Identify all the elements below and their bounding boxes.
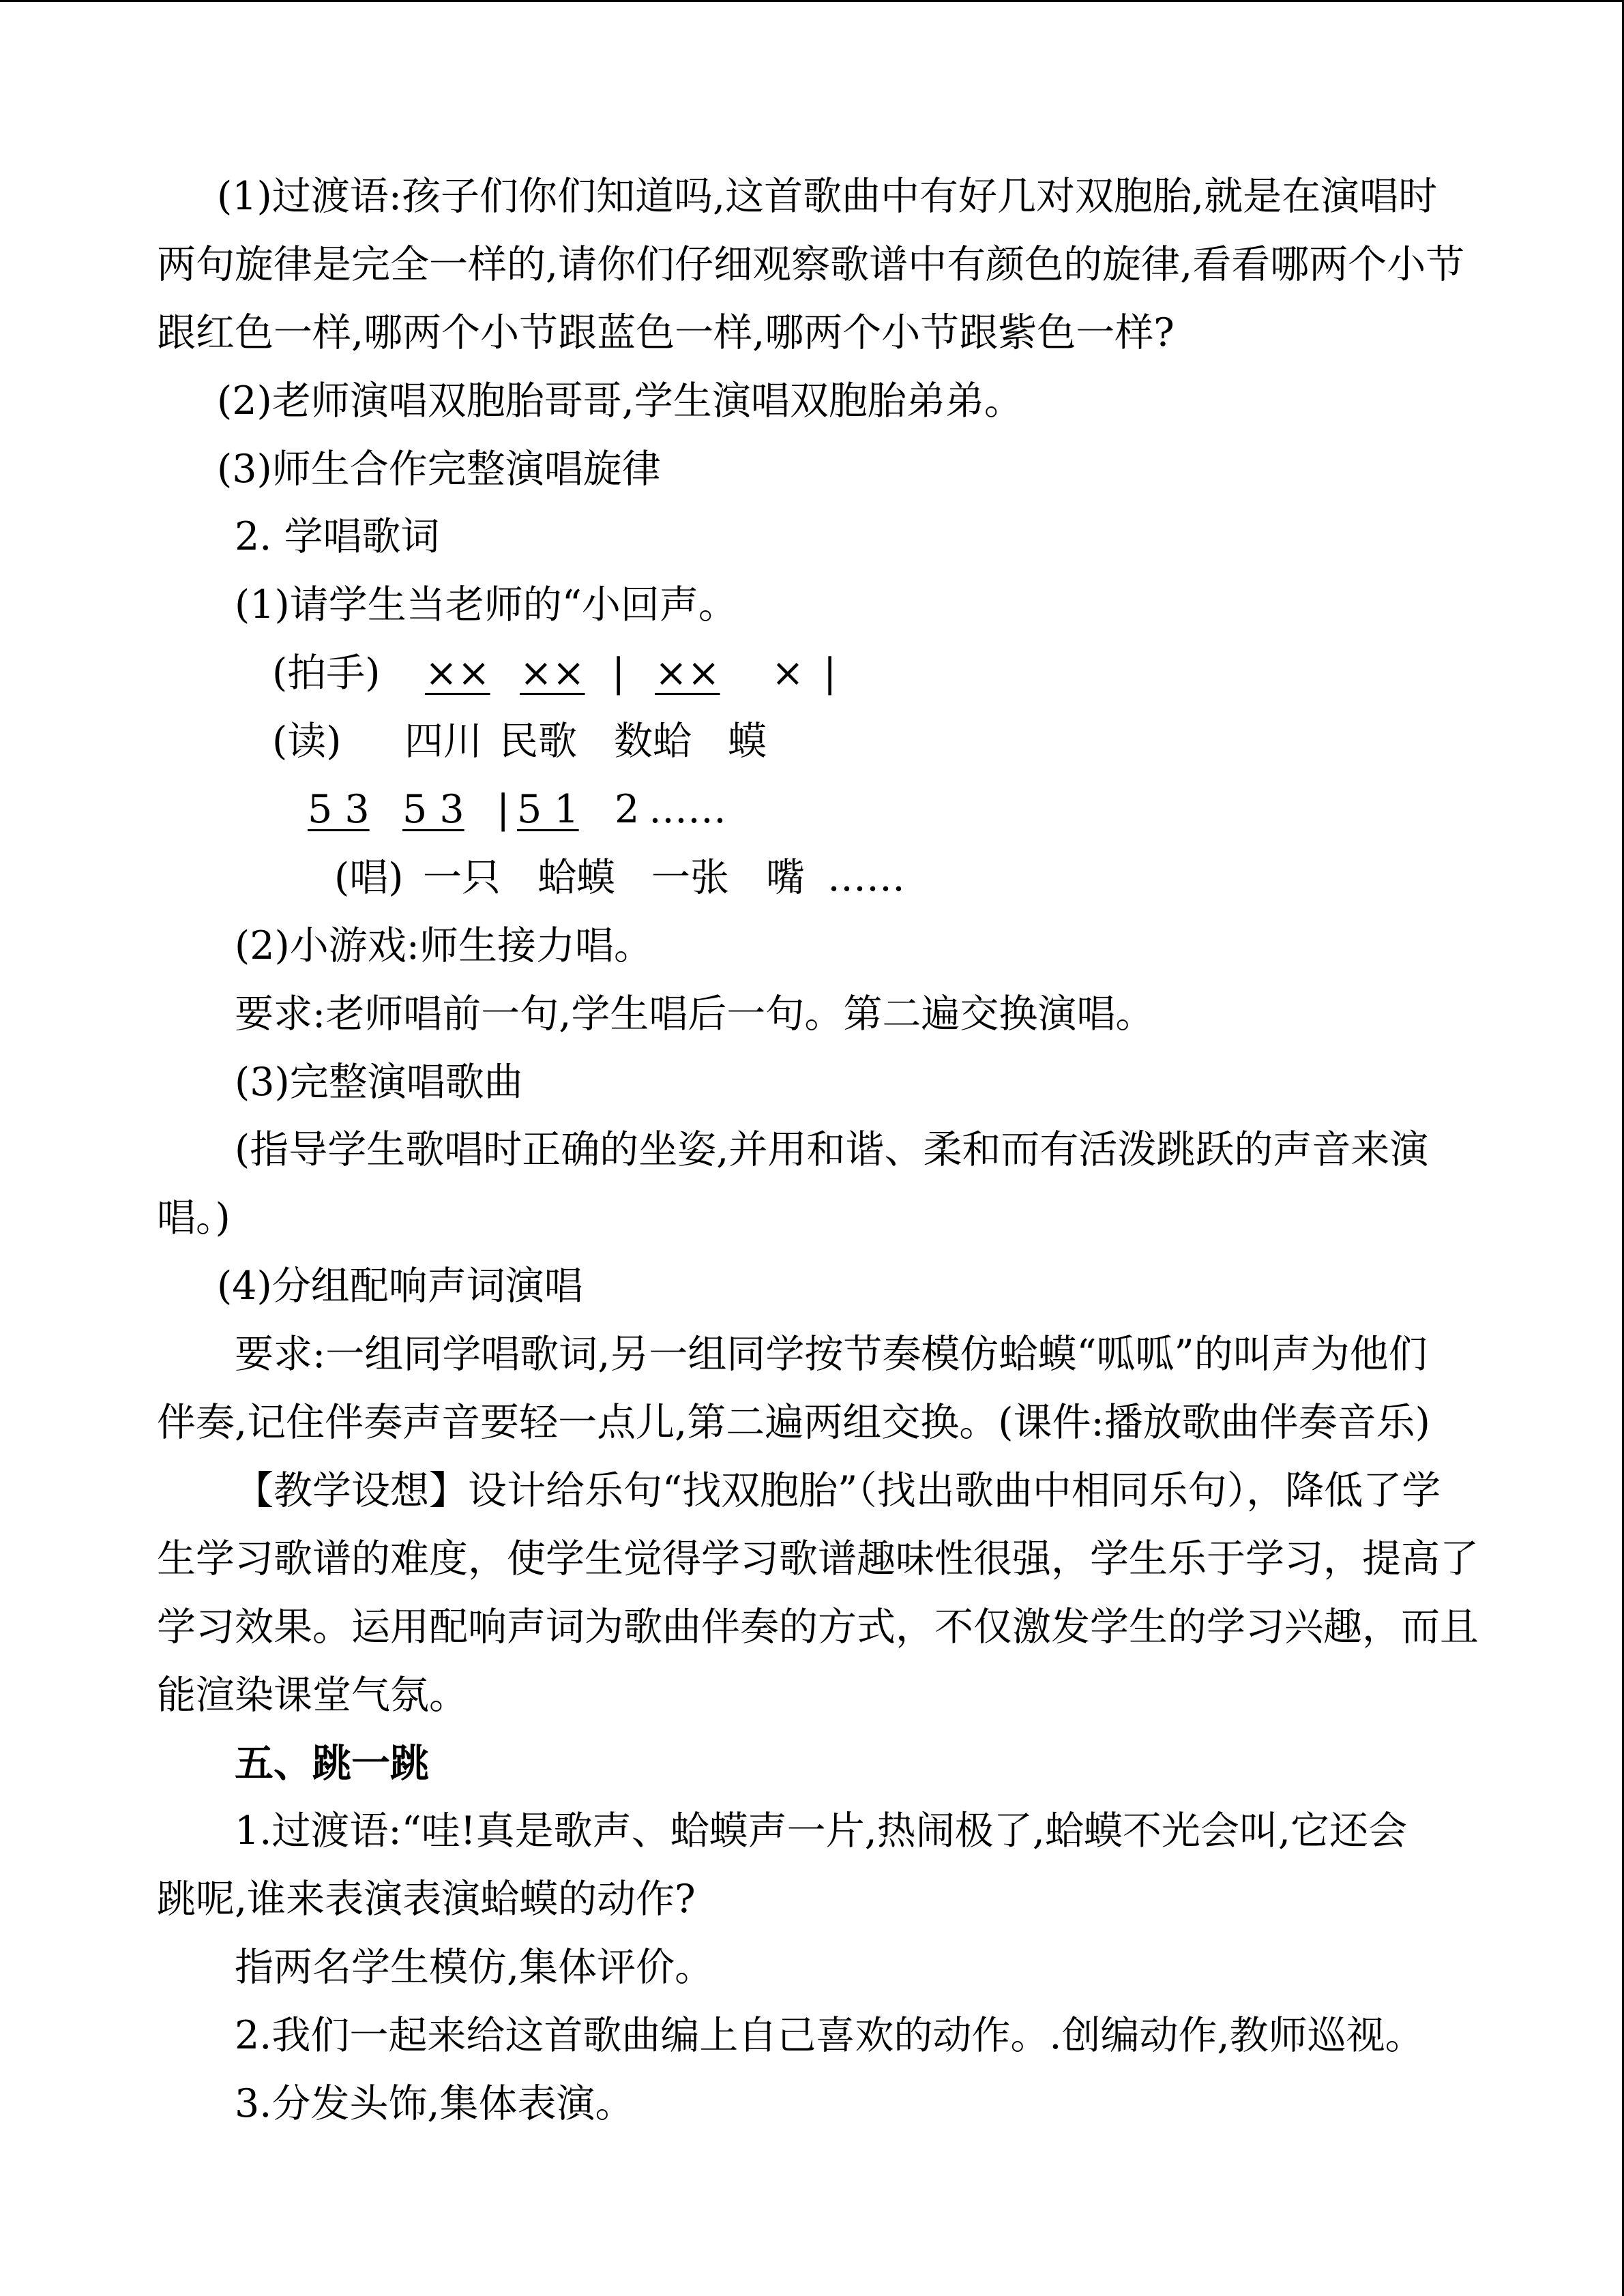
- paragraph-line: (1)过渡语:孩子们你们知道吗,这首歌曲中有好几对双胞胎,就是在演唱时: [217, 174, 1438, 219]
- clap-rhythm-line: [0, 640, 1616, 708]
- read-word: 四川: [404, 719, 482, 764]
- read-word: 蟆: [728, 719, 767, 764]
- numbered-notation-line: [0, 776, 1616, 844]
- rhythm-group: ××: [425, 651, 490, 696]
- note: 2: [615, 787, 640, 833]
- paragraph-line: 2.我们一起来给这首歌曲编上自己喜欢的动作。.创编动作,教师巡视。: [235, 2013, 1424, 2059]
- teaching-idea-line: 【教学设想】设计给乐句“找双胞胎”（找出歌曲中相同乐句），降低了学: [235, 1467, 1441, 1513]
- paragraph-line: (4)分组配响声词演唱: [217, 1264, 583, 1309]
- paragraph-line: (2)老师演唱双胞胎哥哥,学生演唱双胞胎弟弟。: [217, 378, 1023, 423]
- paragraph-line: 要求:一组同学唱歌词,另一组同学按节奏模仿蛤蟆“呱呱”的叫声为他们: [235, 1332, 1428, 1377]
- section-heading: 五、跳一跳: [235, 1740, 429, 1787]
- bar-line: |: [823, 651, 837, 696]
- subheading-line: 2. 学唱歌词: [235, 514, 440, 560]
- rhythm-group: ××: [655, 651, 720, 696]
- paragraph-line: 伴奏,记住伴奏声音要轻一点儿,第二遍两组交换。(课件:播放歌曲伴奏音乐): [157, 1400, 1430, 1446]
- paragraph-line: 跟红色一样,哪两个小节跟蓝色一样,哪两个小节跟紫色一样?: [157, 310, 1175, 355]
- paragraph-line: 跳呢,谁来表演表演蛤蟆的动作?: [157, 1877, 696, 1922]
- paragraph-line: (指导学生歌唱时正确的坐姿,并用和谐、柔和而有活泼跳跃的声音来演: [235, 1127, 1429, 1173]
- lyric-word: 一只: [423, 854, 501, 900]
- read-word: 民歌: [499, 719, 577, 764]
- paragraph-line: 1.过渡语:“哇!真是歌声、蛤蟆声一片,热闹极了,蛤蟆不光会叫,它还会: [235, 1808, 1407, 1854]
- paragraph-line: 3.分发头饰,集体表演。: [235, 2081, 634, 2126]
- document-body: [0, 163, 1616, 2138]
- paragraph-line: (2)小游戏:师生接力唱。: [235, 923, 653, 968]
- paragraph-line: (3)完整演唱歌曲: [235, 1059, 523, 1105]
- rhythm-note: ×: [771, 651, 804, 696]
- paragraph-line: 唱。): [157, 1195, 231, 1241]
- rhythm-group: ××: [520, 651, 585, 696]
- lyric-word: 一张: [651, 854, 729, 900]
- note-group: 5 3: [402, 787, 464, 833]
- ellipsis: ……: [827, 854, 905, 900]
- paragraph-line: (3)师生合作完整演唱旋律: [217, 446, 661, 492]
- note-group: 5 3: [308, 787, 370, 833]
- lyric-word: 嘴: [766, 854, 805, 900]
- paragraph-line: (1)请学生当老师的“小回声。: [235, 582, 737, 628]
- clap-label: (拍手): [272, 651, 381, 696]
- bar-line: |: [612, 651, 625, 696]
- sing-lyrics-line: [0, 844, 1616, 912]
- paragraph-line: 指两名学生模仿,集体评价。: [235, 1945, 714, 1991]
- sing-label: (唱): [334, 854, 404, 900]
- note-group: 5 1: [517, 787, 579, 833]
- paragraph-line: 两句旋律是完全一样的,请你们仔细观察歌谱中有颜色的旋律,看看哪两个小节: [157, 241, 1465, 287]
- read-label: (读): [272, 719, 342, 764]
- paragraph-line: 要求:老师唱前一句,学生唱后一句。第二遍交换演唱。: [235, 991, 1155, 1037]
- teaching-idea-line: 能渲染课堂气氛。: [157, 1672, 468, 1718]
- read-word: 数蛤: [614, 719, 692, 764]
- lyric-word: 蛤蟆: [537, 854, 615, 900]
- ellipsis: ……: [649, 787, 726, 833]
- read-words-line: [0, 708, 1616, 776]
- teaching-idea-line: 学习效果。运用配响声词为歌曲伴奏的方式，不仅激发学生的学习兴趣，而且: [157, 1604, 1479, 1650]
- bar-line: |: [497, 787, 510, 833]
- teaching-idea-line: 生学习歌谱的难度，使学生觉得学习歌谱趣味性很强，学生乐于学习，提高了: [157, 1536, 1479, 1581]
